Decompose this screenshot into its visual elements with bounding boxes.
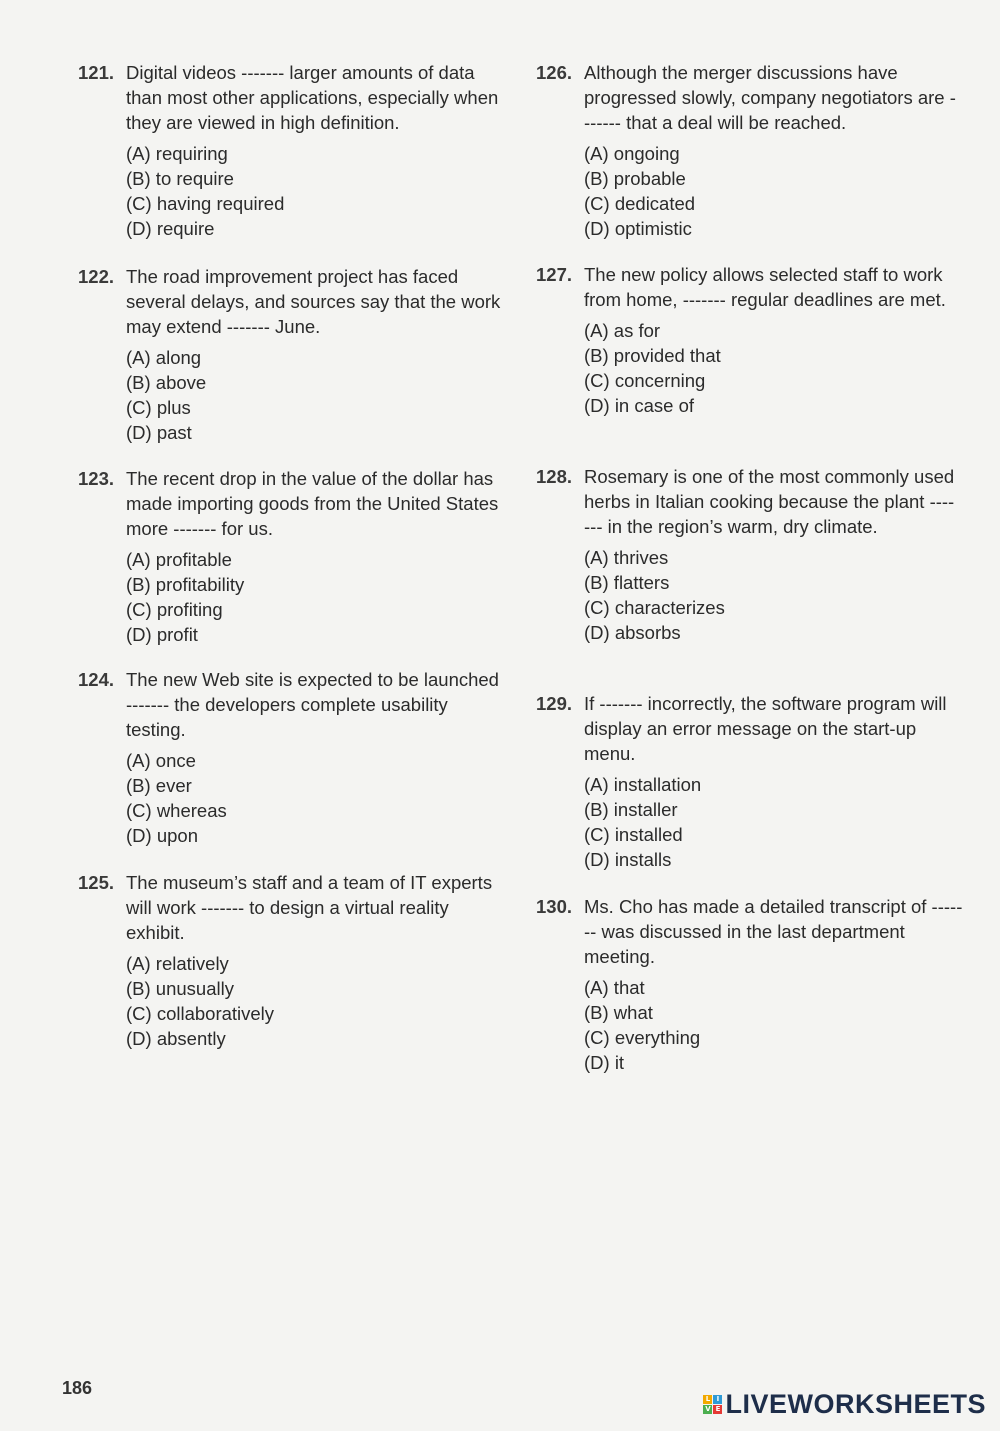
option-b[interactable]: (B) to require xyxy=(126,168,234,189)
option-c[interactable]: (C) characterizes xyxy=(584,597,725,618)
question-text: The new policy allows selected staff to work from home, ------- regular deadlines are met. xyxy=(584,264,946,310)
option-d[interactable]: (D) upon xyxy=(126,825,198,846)
question-125 xyxy=(78,870,508,1051)
option-a[interactable]: (A) profitable xyxy=(126,549,232,570)
option-d[interactable]: (D) profit xyxy=(126,624,198,645)
question-number: 128. xyxy=(536,466,573,487)
option-a[interactable]: (A) requiring xyxy=(126,143,228,164)
option-c[interactable]: (C) installed xyxy=(584,824,683,845)
question-number: 130. xyxy=(536,896,573,917)
option-c[interactable]: (C) dedicated xyxy=(584,193,696,214)
logo-letter: L xyxy=(703,1395,712,1404)
option-d[interactable]: (D) absently xyxy=(126,1028,226,1049)
option-b[interactable]: (B) ever xyxy=(126,775,192,796)
question-text: The museum’s staff and a team of IT experts will work ------- to design a virtual reality exhibit. xyxy=(126,872,493,943)
brand-name: LIVEWORKSHEETS xyxy=(725,1389,986,1419)
option-a[interactable]: (A) ongoing xyxy=(584,143,680,164)
question-number: 129. xyxy=(536,693,573,714)
logo-letter: E xyxy=(713,1405,722,1414)
option-a[interactable]: (A) relatively xyxy=(126,953,229,974)
option-a[interactable]: (A) as for xyxy=(584,320,661,341)
question-number: 123. xyxy=(78,468,115,489)
question-text: The recent drop in the value of the dollar has made importing goods from the United States more ------- for us. xyxy=(126,468,499,539)
option-c[interactable]: (C) plus xyxy=(126,397,191,418)
option-d[interactable]: (D) optimistic xyxy=(584,218,692,239)
question-text: Although the merger discussions have progressed slowly, company negotiators are ------- that a deal will be reached. xyxy=(584,62,956,133)
question-text: Ms. Cho has made a detailed transcript of ------- was discussed in the last department meeting. xyxy=(584,896,963,967)
option-b[interactable]: (B) provided that xyxy=(584,345,721,366)
option-d[interactable]: (D) in case of xyxy=(584,395,695,416)
question-128 xyxy=(536,464,956,645)
question-number: 122. xyxy=(78,266,115,287)
option-b[interactable]: (B) flatters xyxy=(584,572,670,593)
option-d[interactable]: (D) require xyxy=(126,218,215,239)
question-122 xyxy=(78,264,508,445)
option-d[interactable]: (D) installs xyxy=(584,849,672,870)
option-c[interactable]: (C) having required xyxy=(126,193,285,214)
option-d[interactable]: (D) absorbs xyxy=(584,622,681,643)
question-text: The new Web site is expected to be launched ------- the developers complete usability testing. xyxy=(126,669,499,740)
question-121 xyxy=(78,60,508,241)
liveworksheets-logo-icon xyxy=(703,1395,722,1414)
question-number: 121. xyxy=(78,62,115,83)
logo-letter: V xyxy=(705,1405,711,1413)
option-b[interactable]: (B) what xyxy=(584,1002,653,1023)
question-text: If ------- incorrectly, the software program will display an error message on the start-up menu. xyxy=(584,693,947,764)
question-text: Digital videos ------- larger amounts of data than most other applications, especially when they are viewed in high definition. xyxy=(126,62,499,133)
question-text: The road improvement project has faced several delays, and sources say that the work may extend ------- June. xyxy=(126,266,501,337)
option-b[interactable]: (B) installer xyxy=(584,799,678,820)
question-127 xyxy=(536,262,956,418)
question-number: 127. xyxy=(536,264,573,285)
option-b[interactable]: (B) probable xyxy=(584,168,686,189)
question-number: 124. xyxy=(78,669,115,690)
option-c[interactable]: (C) everything xyxy=(584,1027,701,1048)
option-d[interactable]: (D) past xyxy=(126,422,192,443)
question-123 xyxy=(78,466,508,647)
question-text: Rosemary is one of the most commonly used herbs in Italian cooking because the plant ------- in the region’s warm, dry climate. xyxy=(584,466,955,537)
option-d[interactable]: (D) it xyxy=(584,1052,625,1073)
question-130 xyxy=(536,894,966,1075)
option-c[interactable]: (C) concerning xyxy=(584,370,706,391)
question-number: 126. xyxy=(536,62,573,83)
option-a[interactable]: (A) thrives xyxy=(584,547,669,568)
page-number: 186 xyxy=(62,1378,93,1398)
logo-letter: I xyxy=(713,1395,722,1404)
question-126 xyxy=(536,60,956,241)
option-a[interactable]: (A) once xyxy=(126,750,196,771)
option-a[interactable]: (A) that xyxy=(584,977,645,998)
question-124 xyxy=(78,667,508,848)
option-b[interactable]: (B) above xyxy=(126,372,207,393)
question-number: 125. xyxy=(78,872,115,893)
option-c[interactable]: (C) whereas xyxy=(126,800,227,821)
question-129 xyxy=(536,691,956,872)
option-a[interactable]: (A) installation xyxy=(584,774,702,795)
option-a[interactable]: (A) along xyxy=(126,347,202,368)
option-b[interactable]: (B) unusually xyxy=(126,978,234,999)
option-c[interactable]: (C) profiting xyxy=(126,599,223,620)
option-b[interactable]: (B) profitability xyxy=(126,574,245,595)
option-c[interactable]: (C) collaboratively xyxy=(126,1003,275,1024)
liveworksheets-brand[interactable] xyxy=(703,1389,986,1420)
